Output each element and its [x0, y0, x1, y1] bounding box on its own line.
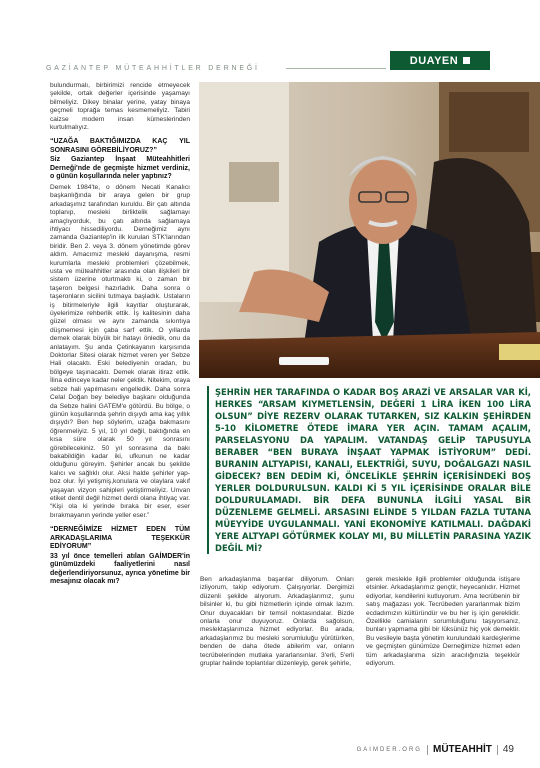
- footer-magazine-name: MÜTEAHHİT: [432, 744, 492, 755]
- section-tag: [390, 51, 490, 70]
- magazine-header: GAZİANTEP MÜTEAHHİTLER DERNEĞİ: [46, 65, 260, 72]
- interview-question: Siz Gaziantep İnşaat Müteahhitleri Derneği'nde de geçmişte hizmet verdiniz, o günün koşullarında neler yaptınız?: [50, 156, 190, 181]
- header-divider: [286, 68, 386, 69]
- page-footer: [300, 744, 514, 755]
- footer-divider: [427, 745, 428, 755]
- square-icon: [463, 57, 470, 64]
- portrait-photo: [199, 82, 540, 378]
- interview-question: 33 yıl önce temelleri atılan GAİMDER'in günümüzdeki faaliyetlerini nasıl değerlendiriyorsunuz, ayrıca yönetime bir mesajınız olacak mı?: [50, 552, 190, 586]
- paragraph: Demek 1984'te, o dönem Necati Kanalıcı başkanlığında bir araya gelen bir grup arkadaşımız tarafından kuruldu. Bir çatı altında toplanıp, mesleki birliktelik sağlamayı amaçlıyorduk, bu çatı altında sağlamaya ihtiyacı hissediliyordu. Derneğimiz aynı zamanda Gaziantep'in ilk kurulan STK'larından biridir. Ben 2. veya 3. dönem yönetimde görev aldım. Amacımız mesleki dayanışma, resmi kurumlarla mesleki problemleri çözebilmek, usta ve müteahhitler arasında olan ilişkileri bir sistem üzerine oturtmaktı ki, o zaman bir taşeron belgesi hazırladık. Daha sonra o taşeronların sicilini tutmaya başladık. Ustaların iş bitirmeleriyle ilgili kayıtlar oluşturarak, üyelerimize rehberlik ettik. İş kalitesinin daha güzel olması ve aynı zamanda sıkıntıya düşmemesi için çaba sarf ettik. O yıllarda demek olarak büyük bir hatayı önledik, onu da anlatayım. Şu anda Çetinkayanın karşısında Doktorlar Sitesi olarak hizmet veren yer Sebze Hali olacaktı. Eski belediyenin oradan, bu bölgeye taşınacaktı. Demek olarak itiraz ettik. İlina edinceye kadar neler çektik. Nitekim, oraya sebze hali yapılmasını engelledik. Daha sonra Celal Doğan bey belediye başkanı olduğunda da Sebze halini GATEM'e götürdü. Bu bölge, o günün koşullarında şehrin dışıydı ama kaç yıllık dışıydı? Ben hep söylerim, uzağa bakmasını öğrenmeliyiz. 5 yıl, 10 yıl değil, baktığında en kısa süre olarak 50 yıl sonrasını görebilecekiniz. 50 yıl sonrasına da bakı bakabildiğin kadar iki, ufkunun ne kadar olduğunu göreyim. Şehirler ancak bu şekilde kalıcı ve sağlıklı olur. Aksi halde şehirler yap-boz olur. İyi yetişmiş,konulara ve olaylara vakıf yaşayan vizyon sahipleri yetiştirmeliyiz. Unvan etiket dentil değil hizmet derdi olana ihtiyaç var. “Kişi ola ki yerinde bıraka bir eser, eser bırakmayanın yerinde yeller eser.”: [50, 183, 190, 519]
- footer-website: GAIMDER.ORG: [356, 746, 422, 753]
- section-label: DUAYEN: [409, 54, 459, 67]
- body-column-2: Ben arkadaşlarıma başarılar diliyorum. Onları izliyorum, takip ediyorum. Çalışıyorlar. Dergimizi düzenli şekilde alıyorum. Arkadaşlarımız, şunu bilsinler ki, bu gibi hizmetlerin içinde olmak lazım. Onur duyacakları bir temsil noktasındalar. Bizde onlarla onur duyuyoruz. Onlarda sağolsun, meslektaşlarımıza hizmet ediyorlar. Bu arada, arkadaşlarımız bu mesleki sorumluluğu yürütürken, benden de daha ötede abilerim var, onların tecrübelerinden mutlaka yararlansınlar. 3'erli, 5'erli gruplar halinde toplantılar düzenleyip, gerek şehirle,: [200, 576, 354, 668]
- left-column: [50, 82, 190, 589]
- subheading: “UZAĞA BAKTIĞIMIZDA KAÇ YIL SONRASINI GÖREBİLİYORUZ?”: [50, 138, 190, 154]
- page-number: 49: [502, 744, 514, 755]
- body-column-3: gerek meslekle ilgili problemler olduğunda istişare etsinler. Arkadaşlarımız gençtir, heyecanlıdır. Hizmet ediyorlar, kendilerini kutluyorum. Ama tecrübenin bir satış mağazası yok. Tecrübeden yararlanmak bizim ecdadımızın kültüründür ve bu her iş için gereklidir. Özellikle camiaların sorumluluğunu taşıyorsanız, bunları yapmama gibi bir lüksünüz hiç yok demektir. Bu vesileyle başta yönetim kurulundaki kardeşlerime ve geçmişten günümüze Derneğimize hizmet eden tüm arkadaşlarıma sizin aracılığınızla teşekkür ediyorum.: [366, 576, 520, 668]
- paragraph: bulundurmalı, birbirimizi rencide etmeyecek şekilde, ortak değerler içerisinde yaşamayı bilmeliyiz. Dikey binalar yerine, yatay binaya geçmeli toprağa temas kesmemeliyiz. Tabiri caizse modern insan kümeslerinden kurtulmalıyız.: [50, 82, 190, 132]
- pull-quote: ŞEHRİN HER TARAFINDA O KADAR BOŞ ARAZİ VE ARSALAR VAR Kİ, HERKES “ARSAM KIYMETLENSİN, DEĞERİ 1 LİRA İKEN 100 LİRA OLSUN” DİYE REZERV OLARAK TUTARKEN, SIZ KALKIN ŞEHİRDEN 5-10 KİLOMETRE ÖTEDE İMARA YER AÇIN. TAMAM AÇALIM, PARSELASYONU DA YAPALIM. VATANDAŞ GELİP TAPUSUYLA BERABER “BEN BURAYA İNŞAAT YAPMAK İSTİYORUM” DEDİ. BURANIN ALTYAPISI, KANALI, ELEKTRİĞİ, SUYU, DOĞALGAZI NASIL GİDECEK? BEN DEDİM Kİ, ÖNCELİKLE ŞEHRİN İÇERİSİNDEKİ BOŞ YERLER DOLDURULSUN. KALDI Kİ 5 YIL İÇERİSİNDE ORALAR BİLE DOLDURULAMADI. BİR DEFA BUNUNLA İLGİLİ YASAL BİR DÜZENLEME GELMELİ. ARSASINI ELİNDE 5 YILDAN FAZLA TUTANA MÜEYYİDE UYGULANMALI. YANİ EKONOMİYE KATILMALI. DAĞDAKİ YERE ALTYAPI GÖTÜRMEK KOLAY MI, BU MİLLETİN PARASINA YAZIK DEĞİL Mİ?: [207, 386, 531, 554]
- footer-divider: [497, 745, 498, 755]
- subheading: “DERNEĞİMİZE HİZMET EDEN TÜM ARKADAŞLARIMA TEŞEKKÜR EDİYORUM”: [50, 526, 190, 551]
